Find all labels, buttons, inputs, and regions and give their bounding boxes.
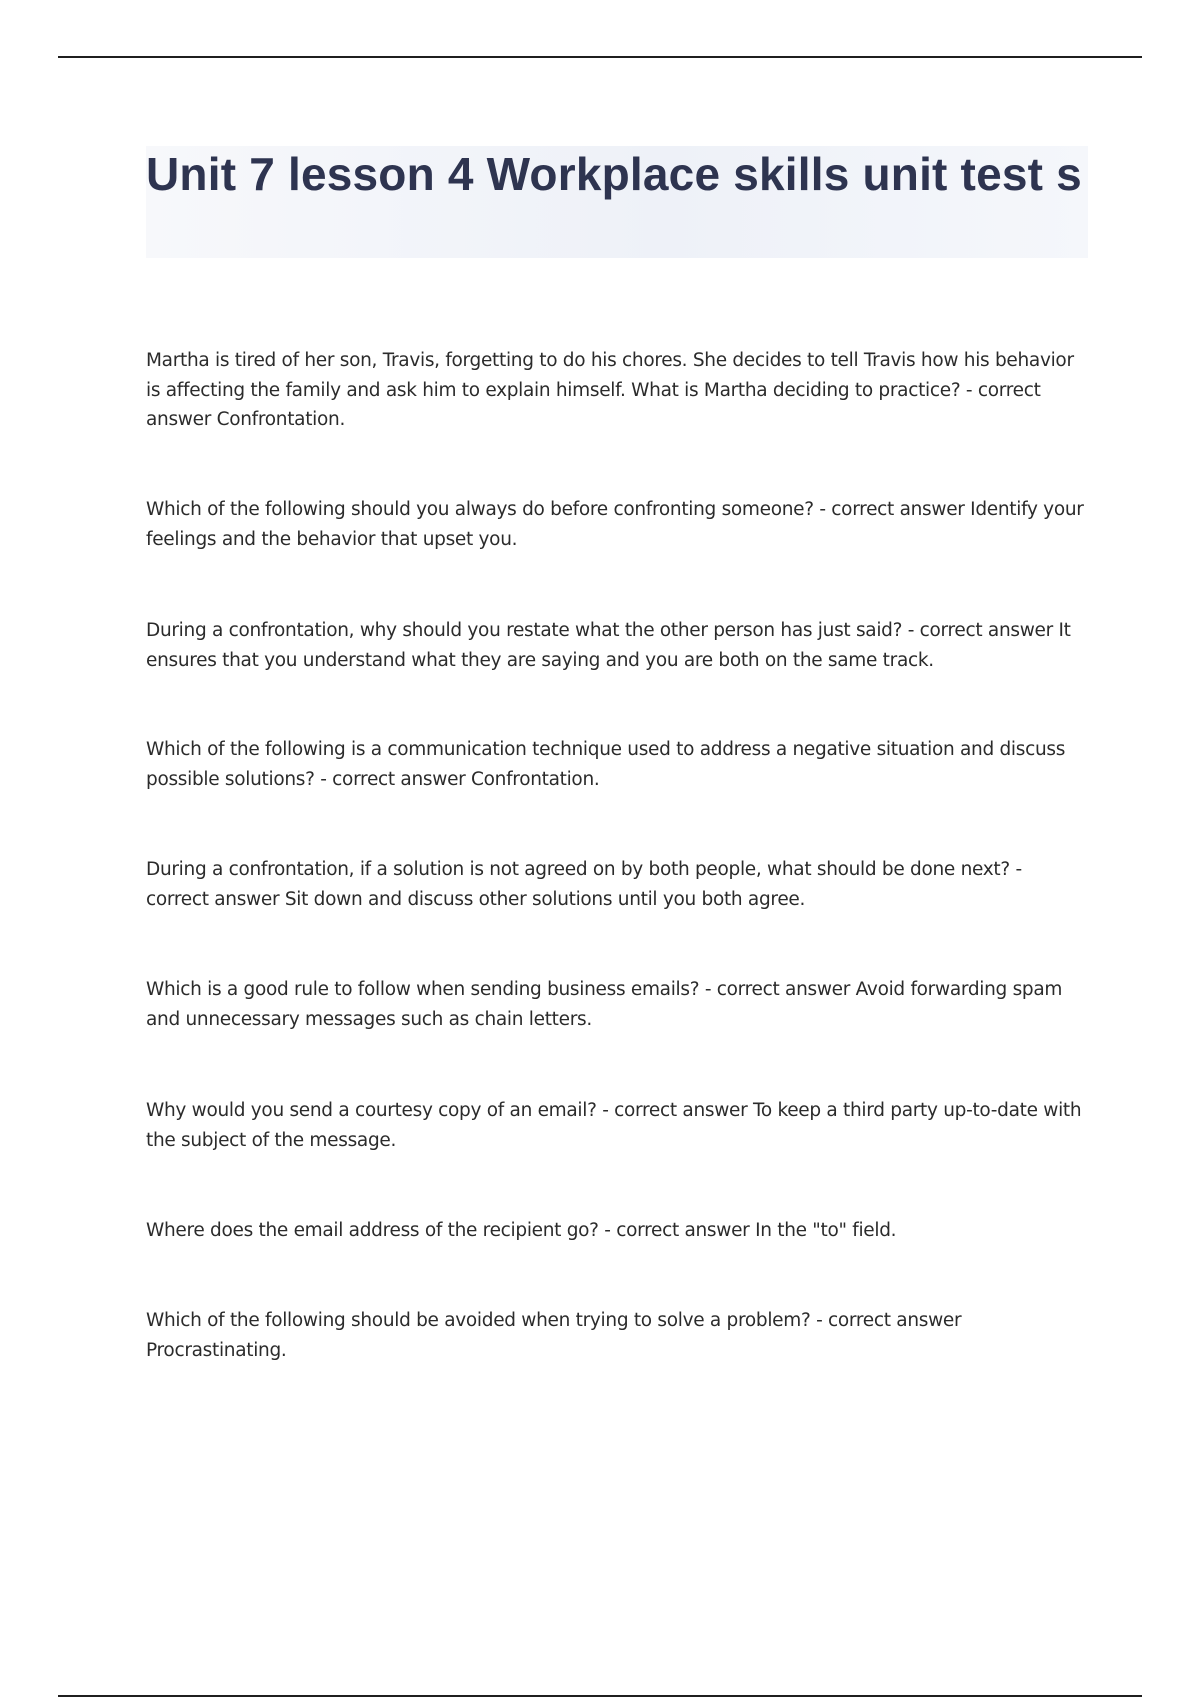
qa-item: Why would you send a courtesy copy of an email? - correct answer To keep a third party up-to-date with the subject of the message. xyxy=(146,1100,1082,1151)
qa-item: During a confrontation, why should you restate what the other person has just said? - correct answer It ensures that you understand what they are saying and you are both on the same track. xyxy=(146,620,1071,671)
qa-item: Which of the following should be avoided when trying to solve a problem? - correct answer Procrastinating. xyxy=(146,1310,962,1361)
document-title: Unit 7 lesson 4 Workplace skills unit test s xyxy=(146,148,1082,200)
qa-item: Which of the following is a communication technique used to address a negative situation and discuss possible solutions? - correct answer Confrontation. xyxy=(146,739,1066,790)
qa-item: Martha is tired of her son, Travis, forgetting to do his chores. She decides to tell Travis how his behavior is affecting the family and ask him to explain himself. What is Martha deciding to practice? - correct answer Confrontation. xyxy=(146,350,1074,430)
top-divider xyxy=(58,56,1142,58)
qa-item: Which is a good rule to follow when sending business emails? - correct answer Avoid forwarding spam and unnecessary messages such as chain letters. xyxy=(146,979,1063,1030)
qa-item: Where does the email address of the recipient go? - correct answer In the "to" field. xyxy=(146,1220,897,1241)
qa-item: Which of the following should you always do before confronting someone? - correct answer Identify your feelings and the behavior that upset you. xyxy=(146,499,1084,550)
qa-item: During a confrontation, if a solution is not agreed on by both people, what should be done next? - correct answer Sit down and discuss other solutions until you both agree. xyxy=(146,859,1022,910)
bottom-divider xyxy=(58,1695,1142,1697)
